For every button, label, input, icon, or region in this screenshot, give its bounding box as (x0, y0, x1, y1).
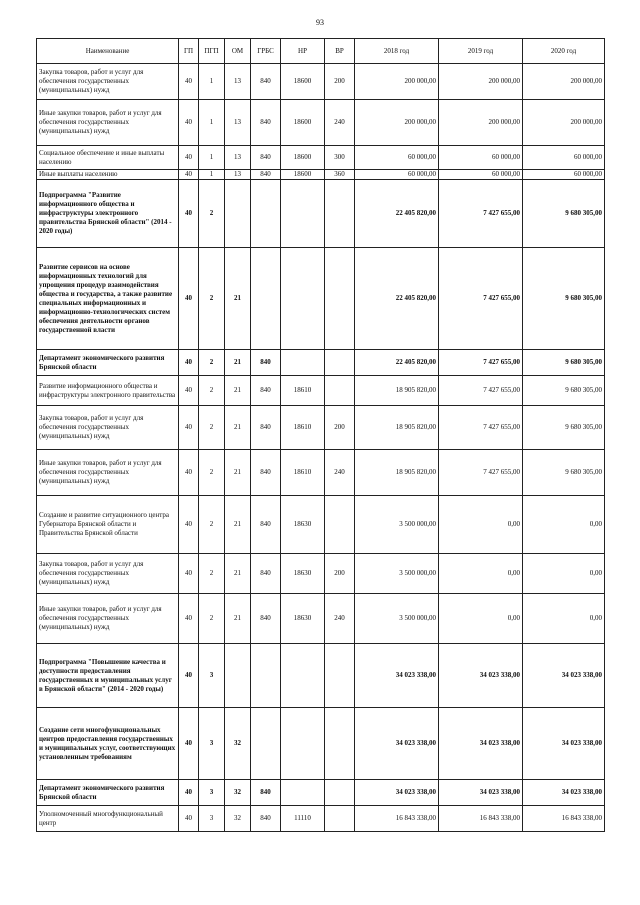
cell-ppgp: 2 (199, 406, 225, 450)
cell-vr (325, 644, 355, 708)
cell-ppgp: 3 (199, 806, 225, 832)
cell-ppgp: 3 (199, 644, 225, 708)
cell-2019: 7 427 655,00 (439, 406, 523, 450)
cell-gp: 40 (179, 554, 199, 594)
cell-grbs: 840 (251, 64, 281, 100)
cell-2018: 18 905 820,00 (355, 450, 439, 496)
cell-grbs: 840 (251, 406, 281, 450)
cell-vr: 360 (325, 170, 355, 180)
cell-grbs: 840 (251, 806, 281, 832)
cell-grbs: 840 (251, 100, 281, 146)
cell-ppgp: 1 (199, 64, 225, 100)
cell-grbs (251, 708, 281, 780)
cell-2019: 0,00 (439, 594, 523, 644)
table-row (37, 248, 605, 350)
cell-2019: 200 000,00 (439, 100, 523, 146)
row-name: Департамент экономического развития Брянской области (37, 780, 179, 806)
cell-grbs: 840 (251, 170, 281, 180)
cell-om: 21 (225, 450, 251, 496)
cell-np: 18630 (281, 496, 325, 554)
cell-ppgp: 2 (199, 554, 225, 594)
cell-om: 21 (225, 554, 251, 594)
cell-np: 11110 (281, 806, 325, 832)
cell-2018: 34 023 338,00 (355, 708, 439, 780)
cell-grbs: 840 (251, 350, 281, 376)
cell-ppgp: 1 (199, 100, 225, 146)
row-name: Развитие сервисов на основе информационных технологий для упрощения процедур взаимодействия общества и государства, а также развитие специальных информационных и информационно-технологических систем обеспечения деятельности органов государственной власти (37, 248, 179, 350)
cell-gp: 40 (179, 496, 199, 554)
cell-ppgp: 2 (199, 350, 225, 376)
cell-om: 21 (225, 594, 251, 644)
cell-grbs (251, 248, 281, 350)
cell-gp: 40 (179, 100, 199, 146)
cell-vr: 300 (325, 146, 355, 170)
cell-vr: 240 (325, 100, 355, 146)
cell-vr: 240 (325, 450, 355, 496)
cell-2020: 9 680 305,00 (523, 248, 605, 350)
cell-ppgp: 1 (199, 146, 225, 170)
table-row (37, 644, 605, 708)
cell-om (225, 180, 251, 248)
cell-gp: 40 (179, 248, 199, 350)
cell-grbs: 840 (251, 146, 281, 170)
cell-ppgp: 2 (199, 248, 225, 350)
table-row (37, 350, 605, 376)
cell-np: 18630 (281, 554, 325, 594)
table-row (37, 554, 605, 594)
cell-np: 18600 (281, 100, 325, 146)
cell-2020: 9 680 305,00 (523, 450, 605, 496)
table-row (37, 594, 605, 644)
cell-2020: 9 680 305,00 (523, 376, 605, 406)
cell-om: 32 (225, 806, 251, 832)
cell-grbs: 840 (251, 496, 281, 554)
cell-2020: 9 680 305,00 (523, 350, 605, 376)
cell-2019: 7 427 655,00 (439, 248, 523, 350)
header-vr: ВР (325, 39, 355, 64)
cell-om (225, 644, 251, 708)
table-row (37, 450, 605, 496)
cell-np: 18610 (281, 376, 325, 406)
cell-gp: 40 (179, 708, 199, 780)
cell-ppgp: 2 (199, 594, 225, 644)
cell-gp: 40 (179, 146, 199, 170)
row-name: Социальное обеспечение и иные выплаты населению (37, 146, 179, 170)
cell-gp: 40 (179, 180, 199, 248)
cell-om: 21 (225, 350, 251, 376)
cell-om: 32 (225, 780, 251, 806)
cell-gp: 40 (179, 450, 199, 496)
cell-ppgp: 3 (199, 708, 225, 780)
table-body (37, 64, 605, 832)
cell-2020: 0,00 (523, 594, 605, 644)
cell-grbs (251, 180, 281, 248)
cell-np (281, 248, 325, 350)
cell-vr (325, 780, 355, 806)
cell-vr (325, 496, 355, 554)
header-2019: 2019 год (439, 39, 523, 64)
cell-om: 21 (225, 496, 251, 554)
cell-2019: 7 427 655,00 (439, 376, 523, 406)
cell-gp: 40 (179, 350, 199, 376)
row-name: Закупка товаров, работ и услуг для обеспечения государственных (муниципальных) нужд (37, 406, 179, 450)
table-header-row (37, 39, 605, 64)
cell-np (281, 644, 325, 708)
cell-2020: 9 680 305,00 (523, 406, 605, 450)
row-name: Подпрограмма "Развитие информационного общества и инфраструктуры электронного правительства Брянской области" (2014 - 2020 годы) (37, 180, 179, 248)
cell-2018: 200 000,00 (355, 64, 439, 100)
cell-gp: 40 (179, 780, 199, 806)
row-name: Создание сети многофункциональных центров предоставления государственных и муниципальных услуг, соответствующих установленным требованиям (37, 708, 179, 780)
cell-grbs: 840 (251, 554, 281, 594)
cell-2018: 34 023 338,00 (355, 644, 439, 708)
cell-2019: 7 427 655,00 (439, 450, 523, 496)
row-name: Иные закупки товаров, работ и услуг для обеспечения государственных (муниципальных) нужд (37, 594, 179, 644)
cell-2018: 3 500 000,00 (355, 496, 439, 554)
cell-grbs: 840 (251, 780, 281, 806)
cell-2018: 3 500 000,00 (355, 554, 439, 594)
header-2020: 2020 год (523, 39, 605, 64)
cell-gp: 40 (179, 406, 199, 450)
cell-ppgp: 3 (199, 780, 225, 806)
cell-2020: 0,00 (523, 554, 605, 594)
row-name: Иные закупки товаров, работ и услуг для обеспечения государственных (муниципальных) нужд (37, 450, 179, 496)
cell-2019: 0,00 (439, 496, 523, 554)
cell-vr (325, 180, 355, 248)
cell-2018: 22 405 820,00 (355, 248, 439, 350)
cell-2020: 60 000,00 (523, 146, 605, 170)
cell-grbs: 840 (251, 594, 281, 644)
row-name: Иные закупки товаров, работ и услуг для обеспечения государственных (муниципальных) нужд (37, 100, 179, 146)
cell-2019: 7 427 655,00 (439, 180, 523, 248)
cell-2018: 60 000,00 (355, 146, 439, 170)
cell-2019: 34 023 338,00 (439, 780, 523, 806)
row-name: Уполномоченный многофункциональный центр (37, 806, 179, 832)
header-ppgp: ПГП (199, 39, 225, 64)
cell-2020: 200 000,00 (523, 100, 605, 146)
cell-np (281, 180, 325, 248)
cell-gp: 40 (179, 64, 199, 100)
cell-ppgp: 2 (199, 376, 225, 406)
row-name: Департамент экономического развития Брянской области (37, 350, 179, 376)
cell-om: 21 (225, 248, 251, 350)
cell-2020: 60 000,00 (523, 170, 605, 180)
cell-np: 18610 (281, 406, 325, 450)
row-name: Подпрограмма "Повышение качества и доступности предоставления государственных и муниципальных услуг в Брянской области" (2014 - 2020 годы) (37, 644, 179, 708)
cell-om: 13 (225, 146, 251, 170)
cell-vr: 240 (325, 594, 355, 644)
cell-np (281, 708, 325, 780)
cell-gp: 40 (179, 376, 199, 406)
row-name: Закупка товаров, работ и услуг для обеспечения государственных (муниципальных) нужд (37, 64, 179, 100)
cell-vr (325, 376, 355, 406)
cell-gp: 40 (179, 594, 199, 644)
row-name: Создание и развитие ситуационного центра Губернатора Брянской области и Правительства Брянской области (37, 496, 179, 554)
table-row (37, 64, 605, 100)
cell-2020: 9 680 305,00 (523, 180, 605, 248)
cell-2018: 22 405 820,00 (355, 350, 439, 376)
table-row (37, 806, 605, 832)
cell-ppgp: 1 (199, 170, 225, 180)
cell-om: 13 (225, 170, 251, 180)
cell-2019: 16 843 338,00 (439, 806, 523, 832)
cell-2020: 0,00 (523, 496, 605, 554)
cell-2018: 18 905 820,00 (355, 406, 439, 450)
row-name: Закупка товаров, работ и услуг для обеспечения государственных (муниципальных) нужд (37, 554, 179, 594)
header-name: Наименование (37, 39, 179, 64)
cell-np: 18630 (281, 594, 325, 644)
header-gp: ГП (179, 39, 199, 64)
header-om: ОМ (225, 39, 251, 64)
cell-2020: 200 000,00 (523, 64, 605, 100)
cell-gp: 40 (179, 644, 199, 708)
table-row (37, 170, 605, 180)
page-number: 93 (316, 18, 324, 27)
cell-2018: 60 000,00 (355, 170, 439, 180)
cell-om: 21 (225, 376, 251, 406)
cell-2020: 16 843 338,00 (523, 806, 605, 832)
cell-2019: 34 023 338,00 (439, 644, 523, 708)
cell-om: 13 (225, 64, 251, 100)
cell-vr: 200 (325, 406, 355, 450)
table-row (37, 406, 605, 450)
cell-om: 21 (225, 406, 251, 450)
table-row (37, 100, 605, 146)
cell-2020: 34 023 338,00 (523, 708, 605, 780)
row-name: Иные выплаты населению (37, 170, 179, 180)
cell-ppgp: 2 (199, 180, 225, 248)
cell-2019: 60 000,00 (439, 170, 523, 180)
cell-2018: 22 405 820,00 (355, 180, 439, 248)
cell-2019: 0,00 (439, 554, 523, 594)
cell-vr: 200 (325, 554, 355, 594)
cell-ppgp: 2 (199, 450, 225, 496)
cell-gp: 40 (179, 170, 199, 180)
budget-table (36, 38, 605, 832)
table-row (37, 708, 605, 780)
cell-vr: 200 (325, 64, 355, 100)
cell-2019: 60 000,00 (439, 146, 523, 170)
header-grbs: ГРБС (251, 39, 281, 64)
cell-2018: 16 843 338,00 (355, 806, 439, 832)
cell-2019: 200 000,00 (439, 64, 523, 100)
table-row (37, 496, 605, 554)
cell-2018: 200 000,00 (355, 100, 439, 146)
cell-2020: 34 023 338,00 (523, 780, 605, 806)
cell-2019: 7 427 655,00 (439, 350, 523, 376)
cell-np (281, 350, 325, 376)
cell-2019: 34 023 338,00 (439, 708, 523, 780)
table-row (37, 146, 605, 170)
cell-2018: 34 023 338,00 (355, 780, 439, 806)
table-row (37, 780, 605, 806)
row-name: Развитие информационного общества и инфраструктуры электронного правительства (37, 376, 179, 406)
header-np: НР (281, 39, 325, 64)
cell-np: 18600 (281, 64, 325, 100)
header-2018: 2018 год (355, 39, 439, 64)
cell-gp: 40 (179, 806, 199, 832)
cell-om: 13 (225, 100, 251, 146)
cell-ppgp: 2 (199, 496, 225, 554)
cell-2018: 3 500 000,00 (355, 594, 439, 644)
cell-grbs: 840 (251, 450, 281, 496)
cell-vr (325, 806, 355, 832)
cell-2020: 34 023 338,00 (523, 644, 605, 708)
cell-np (281, 780, 325, 806)
cell-vr (325, 708, 355, 780)
cell-vr (325, 350, 355, 376)
cell-np: 18610 (281, 450, 325, 496)
cell-om: 32 (225, 708, 251, 780)
cell-np: 18600 (281, 146, 325, 170)
cell-grbs (251, 644, 281, 708)
cell-np: 18600 (281, 170, 325, 180)
table-row (37, 376, 605, 406)
cell-2018: 18 905 820,00 (355, 376, 439, 406)
cell-vr (325, 248, 355, 350)
table-row (37, 180, 605, 248)
cell-grbs: 840 (251, 376, 281, 406)
